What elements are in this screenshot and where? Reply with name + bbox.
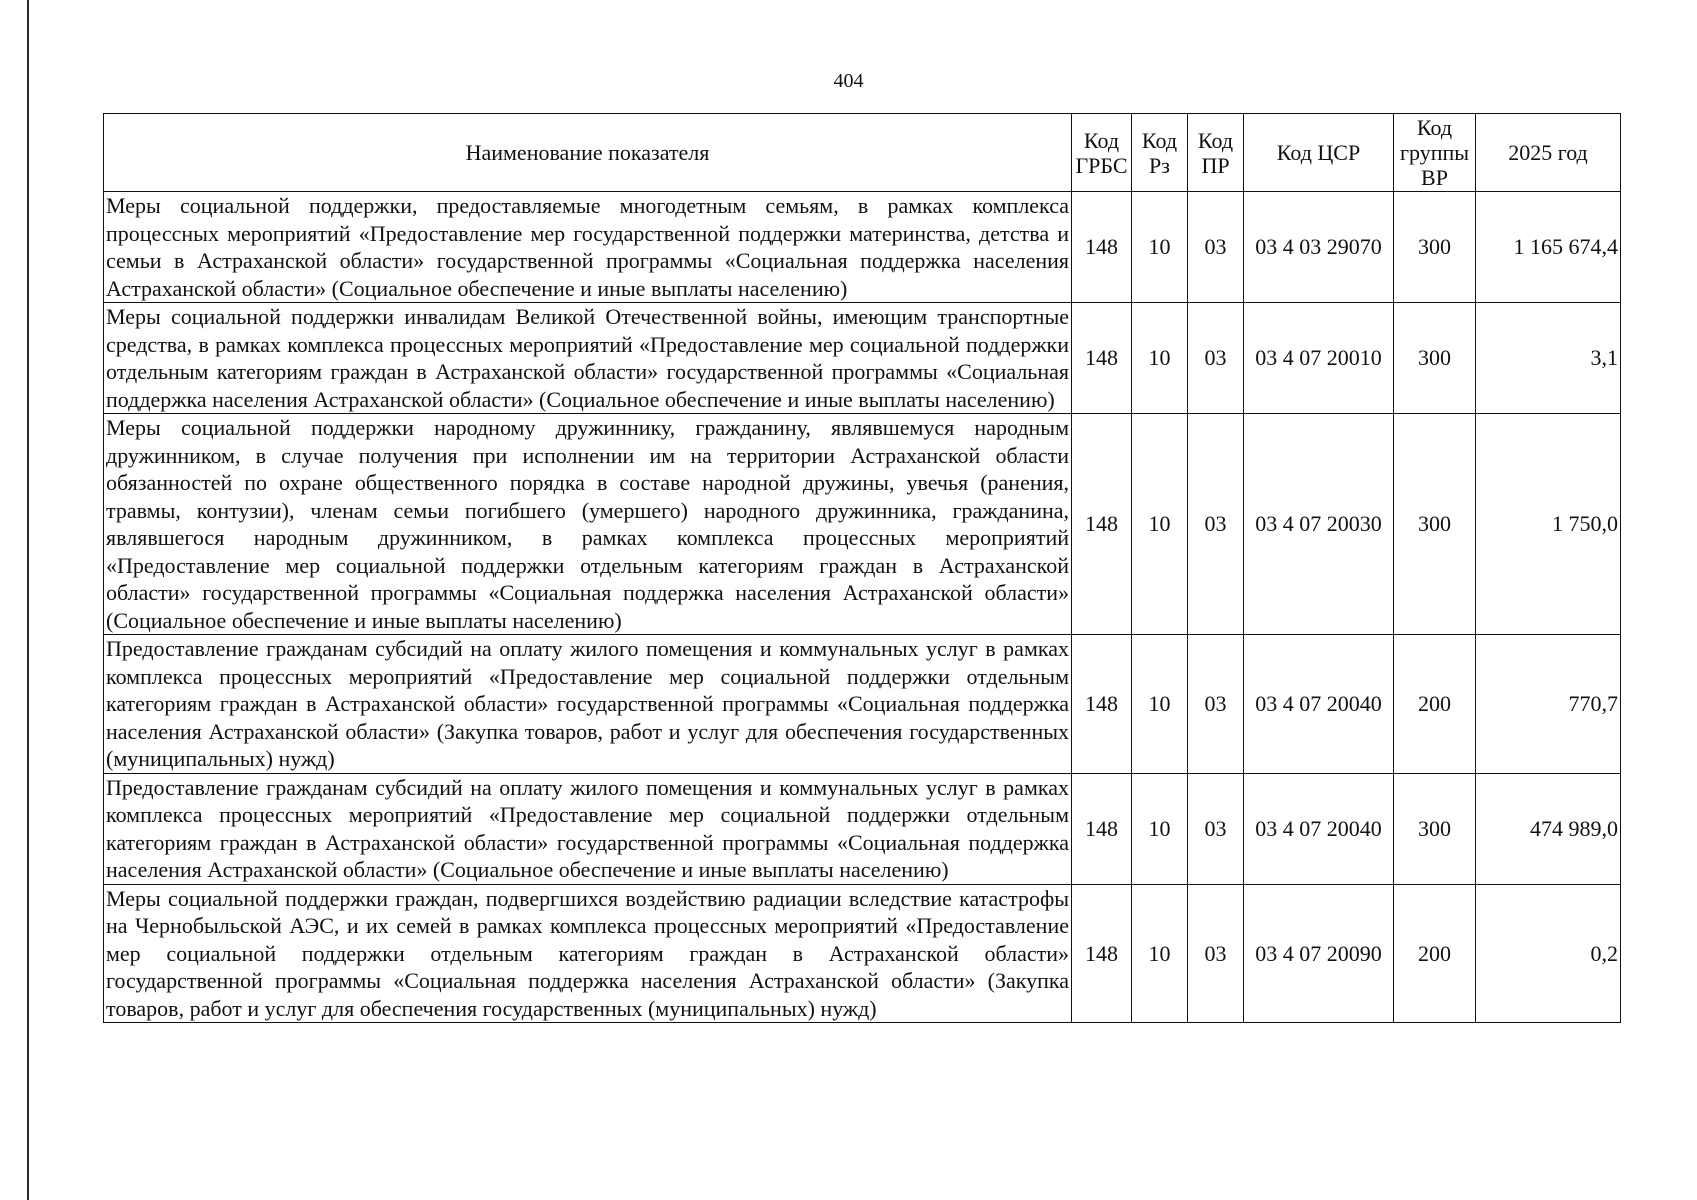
row-name: Предоставление гражданам субсидий на оплату жилого помещения и коммунальных услуг в рамках комплекса процессных мероприятий «Предоставление мер социальной поддержки отдельным категориям граждан в Астраханской области» государственной программы «Социальная поддержка населения Астраханской области» (Социальное обеспечение и иные выплаты населению): [104, 773, 1072, 884]
header-grbs: Код ГРБС: [1072, 114, 1132, 192]
row-amount: 770,7: [1476, 635, 1621, 774]
row-pr: 03: [1188, 303, 1244, 414]
row-grbs: 148: [1072, 884, 1132, 1023]
row-name: Предоставление гражданам субсидий на оплату жилого помещения и коммунальных услуг в рамках комплекса процессных мероприятий «Предоставление мер социальной поддержки отдельным категориям граждан в Астраханской области» государственной программы «Социальная поддержка населения Астраханской области» (Закупка товаров, работ и услуг для обеспечения государственных (муниципальных) нужд): [104, 635, 1072, 774]
row-amount: 1 750,0: [1476, 414, 1621, 635]
row-pr: 03: [1188, 635, 1244, 774]
row-name: Меры социальной поддержки, предоставляемые многодетным семьям, в рамках комплекса процессных мероприятий «Предоставление мер государственной поддержки материнства, детства и семьи в Астраханской области» государственной программы «Социальная поддержка населения Астраханской области» (Социальное обеспечение и иные выплаты населению): [104, 192, 1072, 303]
row-csr: 03 4 07 20090: [1244, 884, 1394, 1023]
row-vr: 300: [1394, 303, 1476, 414]
row-name: Меры социальной поддержки народному дружиннику, гражданину, являвшемуся народным дружинником, в случае получения при исполнении им на территории Астраханской области обязанностей по охране общественного порядка в составе народной дружины, увечья (ранения, травмы, контузии), членам семьи погибшего (умершего) народного дружинника, гражданина, являвшегося народным дружинником, в рамках комплекса процессных мероприятий «Предоставление мер социальной поддержки отдельным категориям граждан в Астраханской области» государственной программы «Социальная поддержка населения Астраханской области» (Социальное обеспечение и иные выплаты населению): [104, 414, 1072, 635]
row-vr: 200: [1394, 635, 1476, 774]
scan-edge-line: [27, 0, 29, 1200]
header-pr: Код ПР: [1188, 114, 1244, 192]
row-vr: 300: [1394, 414, 1476, 635]
row-rz: 10: [1132, 303, 1188, 414]
row-rz: 10: [1132, 414, 1188, 635]
row-rz: 10: [1132, 192, 1188, 303]
row-vr: 300: [1394, 192, 1476, 303]
row-rz: 10: [1132, 773, 1188, 884]
row-csr: 03 4 07 20010: [1244, 303, 1394, 414]
row-grbs: 148: [1072, 303, 1132, 414]
table-row: [104, 773, 1621, 884]
header-rz: Код Рз: [1132, 114, 1188, 192]
row-name: Меры социальной поддержки граждан, подвергшихся воздействию радиации вследствие катастрофы на Чернобыльской АЭС, и их семей в рамках комплекса процессных мероприятий «Предоставление мер социальной поддержки отдельным категориям граждан в Астраханской области» государственной программы «Социальная поддержка населения Астраханской области» (Закупка товаров, работ и услуг для обеспечения государственных (муниципальных) нужд): [104, 884, 1072, 1023]
row-vr: 300: [1394, 773, 1476, 884]
row-amount: 474 989,0: [1476, 773, 1621, 884]
table-header-row: [104, 114, 1621, 192]
row-pr: 03: [1188, 192, 1244, 303]
row-csr: 03 4 07 20030: [1244, 414, 1394, 635]
row-grbs: 148: [1072, 414, 1132, 635]
header-year: 2025 год: [1476, 114, 1621, 192]
row-amount: 0,2: [1476, 884, 1621, 1023]
table-row: [104, 192, 1621, 303]
row-csr: 03 4 07 20040: [1244, 635, 1394, 774]
header-csr: Код ЦСР: [1244, 114, 1394, 192]
row-vr: 200: [1394, 884, 1476, 1023]
row-grbs: 148: [1072, 635, 1132, 774]
row-grbs: 148: [1072, 773, 1132, 884]
table-row: [104, 414, 1621, 635]
header-vr: Код группы ВР: [1394, 114, 1476, 192]
budget-table: [103, 113, 1621, 1023]
row-csr: 03 4 03 29070: [1244, 192, 1394, 303]
row-pr: 03: [1188, 414, 1244, 635]
header-name: Наименование показателя: [104, 114, 1072, 192]
row-grbs: 148: [1072, 192, 1132, 303]
row-rz: 10: [1132, 635, 1188, 774]
row-pr: 03: [1188, 884, 1244, 1023]
row-pr: 03: [1188, 773, 1244, 884]
row-rz: 10: [1132, 884, 1188, 1023]
table-row: [104, 635, 1621, 774]
table-row: [104, 884, 1621, 1023]
row-amount: 1 165 674,4: [1476, 192, 1621, 303]
row-name: Меры социальной поддержки инвалидам Великой Отечественной войны, имеющим транспортные средства, в рамках комплекса процессных мероприятий «Предоставление мер социальной поддержки отдельным категориям граждан в Астраханской области» государственной программы «Социальная поддержка населения Астраханской области» (Социальное обеспечение и иные выплаты населению): [104, 303, 1072, 414]
page-number: 404: [833, 70, 864, 92]
row-amount: 3,1: [1476, 303, 1621, 414]
table-row: [104, 303, 1621, 414]
row-csr: 03 4 07 20040: [1244, 773, 1394, 884]
